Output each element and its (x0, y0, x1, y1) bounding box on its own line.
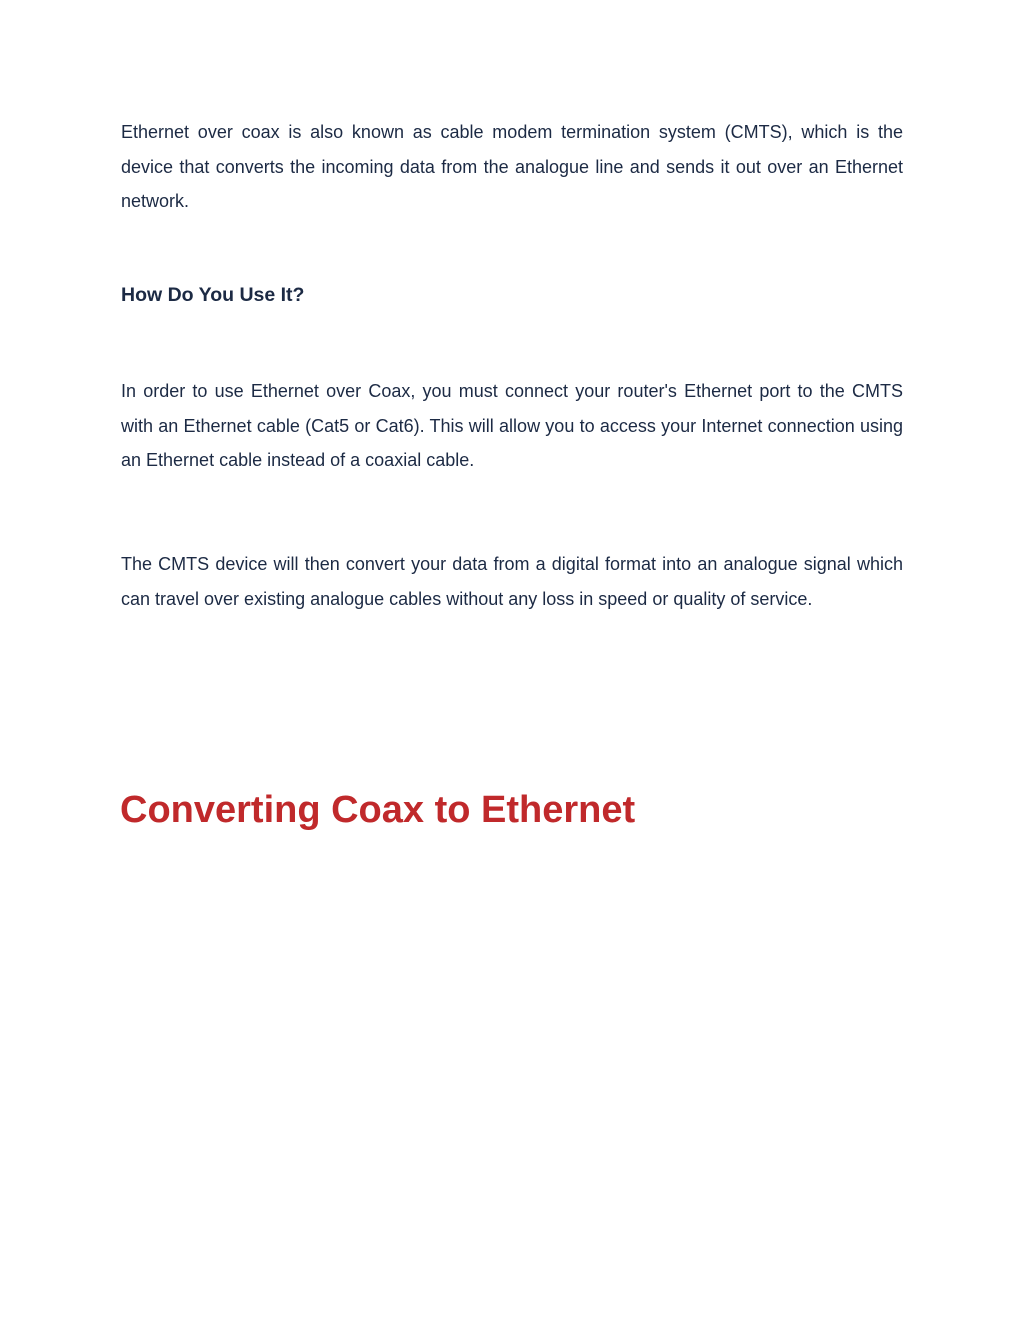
conversion-paragraph: The CMTS device will then convert your data from a digital format into an analogue signal which can travel over existing analogue cables without any loss in speed or quality of service. (121, 554, 903, 609)
how-to-use-heading: How Do You Use It? (121, 284, 305, 306)
intro-paragraph: Ethernet over coax is also known as cable modem termination system (CMTS), which is the device that converts the incoming data from the analogue line and sends it out over an Ethernet network. (121, 122, 903, 212)
section-title: Converting Coax to Ethernet (120, 789, 636, 831)
usage-paragraph: In order to use Ethernet over Coax, you must connect your router's Ethernet port to the CMTS with an Ethernet cable (Cat5 or Cat6). This will allow you to access your Internet connection using an Ethernet cable instead of a coaxial cable. (121, 381, 903, 471)
